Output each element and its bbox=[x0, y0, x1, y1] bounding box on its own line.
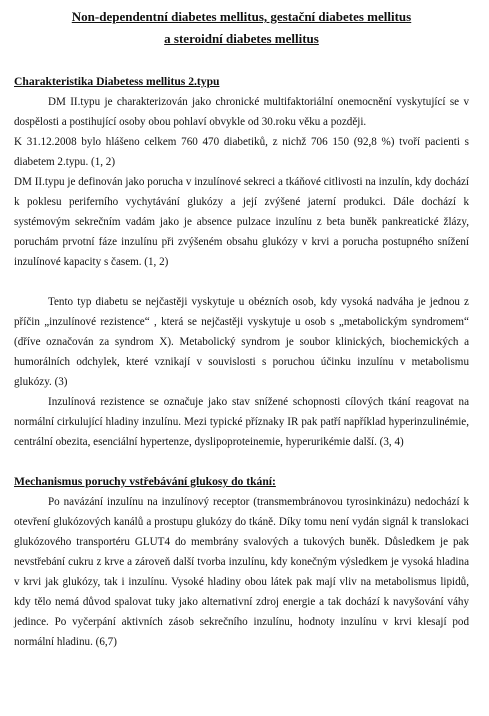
document-title bbox=[14, 6, 469, 50]
spacer bbox=[14, 272, 469, 292]
spacer bbox=[14, 452, 469, 472]
section-heading-mechanism: Mechanismus poruchy vstřebávání glukosy do tkání: bbox=[14, 475, 276, 488]
paragraph-mechanism: Po navázání inzulínu na inzulínový receptor (transmembránovou tyrosinkinázu) nedochází k otevření glukózových kanálů a prostupu glukózy do tkáně. Díky tomu není vydán signál k translokaci glukózového transportéru GLUT4 do membrány svalových a tukových buněk. Důsledkem je pak nevstřebání cukru z krve a zároveň další tvorba inzulínu, kdy konečným výsledkem je vysoká hladina v krvi jak glukózy, tak i inzulínu. Vysoké hladiny obou látek pak mají vliv na metabolismus lipidů, kdy tělo nemá důvod spalovat tuky jako alternativní zdroj energie a tak dochází k navyšování váhy jedince. Po vyčerpání aktivních zásob sekrečního inzulínu, hodnoty inzulínu v krvi klesají pod normální hladinu. (6,7) bbox=[14, 496, 469, 648]
section-heading-characteristics: Charakteristika Diabetess mellitus 2.typu bbox=[14, 75, 220, 88]
paragraph-obesity: Tento typ diabetu se nejčastěji vyskytuje u obézních osob, kdy vysoká nadváha je jednou z příčin „inzulínové rezistence“ , která se nejčastěji vyskytuje u osob s „metabolickým syndromem“ (dříve označován za syndrom X). Metabolický syndrom je soubor klinických, biochemických a humorálních odchylek, které vznikají v souvislosti s poruchou účinku inzulínu v metabolismu glukózy. (3) bbox=[14, 296, 469, 388]
paragraph-insulin-resistance: Inzulínová rezistence se označuje jako stav snížené schopnosti cílových tkání reagovat na normální cirkulující hladiny inzulínu. Mezi typické příznaky IR pak patří například hyperinzulinémie, centrální obezita, esenciální hypertenze, dyslipoproteinemie, hyperurikémie další. (3, 4) bbox=[14, 396, 469, 448]
title-line-1: Non-dependentní diabetes mellitus, gestační diabetes mellitus bbox=[71, 9, 412, 24]
paragraph-pathophysiology: DM II.typu je definován jako porucha v inzulínové sekreci a tkáňové citlivosti na inzulín, kdy dochází k poklesu periferního vychytávání glukózy a její zvýšené jaterní produkci. Dále dochází k systémovým sekrečním vadám jako je absence pulzace inzulínu z beta buněk pankreatické žlázy, poruchám prvotní fáze inzulínu při zvýšeném obsahu glukózy v krvi a porucha postupného snížení inzulínové kapacity s časem. (1, 2) bbox=[14, 176, 469, 268]
paragraph-definition: DM II.typu je charakterizován jako chronické multifaktoriální onemocnění vyskytující se v dospělosti a postihující osoby obou pohlaví obvykle od 30.roku věku a později. bbox=[14, 96, 469, 128]
title-line-2: a steroidní diabetes mellitus bbox=[164, 31, 319, 46]
paragraph-statistics: K 31.12.2008 bylo hlášeno celkem 760 470 diabetiků, z nichž 706 150 (92,8 %) tvoří pacienti s diabetem 2.typu. (1, 2) bbox=[14, 136, 469, 168]
